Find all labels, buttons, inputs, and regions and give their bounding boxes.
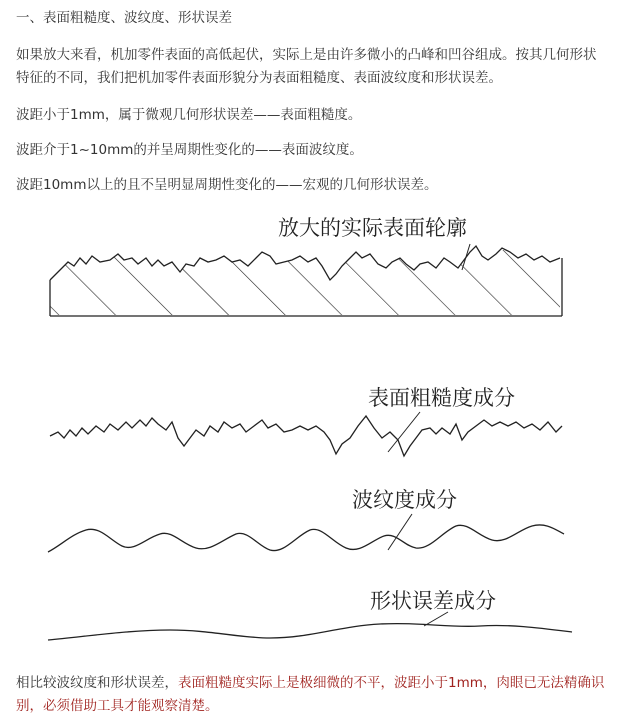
roughness-leader-line: [388, 412, 420, 452]
roughness-profile-line: [50, 416, 562, 456]
roughness-label: 表面粗糙度成分: [368, 386, 515, 410]
form-error-label: 形状误差成分: [370, 589, 496, 613]
form-error-profile-line: [48, 624, 572, 640]
waviness-profile-line: [48, 525, 564, 552]
waviness-definition: 波距介于1~10mm的并呈周期性变化的——表面波纹度。: [16, 142, 363, 158]
actual-profile-label: 放大的实际表面轮廓: [278, 216, 467, 240]
waviness-label: 波纹度成分: [352, 488, 457, 512]
form-error-definition: 波距10mm以上的且不呈明显周期性变化的——宏观的几何形状误差。: [16, 177, 438, 193]
intro-paragraph: 如果放大来看，机加零件表面的高低起伏，实际上是由许多微小的凸峰和凹谷组成。按其几何形状特征的不同，我们把机加零件表面形貌分为表面粗糙度、表面波纹度和形状误差。: [16, 47, 597, 86]
roughness-definition: 波距小于1mm，属于微观几何形状误差——表面粗糙度。: [16, 107, 362, 123]
form-error-leader-line: [424, 612, 448, 626]
conclusion-highlight-text: 表面粗糙度实际上是极细微的不平，波距小于1mm，肉眼已无法精确识别，必须借助工具才能观察清楚。: [16, 675, 605, 714]
surface-profile-figure: [0, 200, 621, 665]
section-heading: 一、表面粗糙度、波纹度、形状误差: [16, 10, 232, 26]
conclusion-paragraph: [16, 672, 606, 718]
conclusion-normal-text: 相比较波纹度和形状误差，: [16, 675, 178, 691]
